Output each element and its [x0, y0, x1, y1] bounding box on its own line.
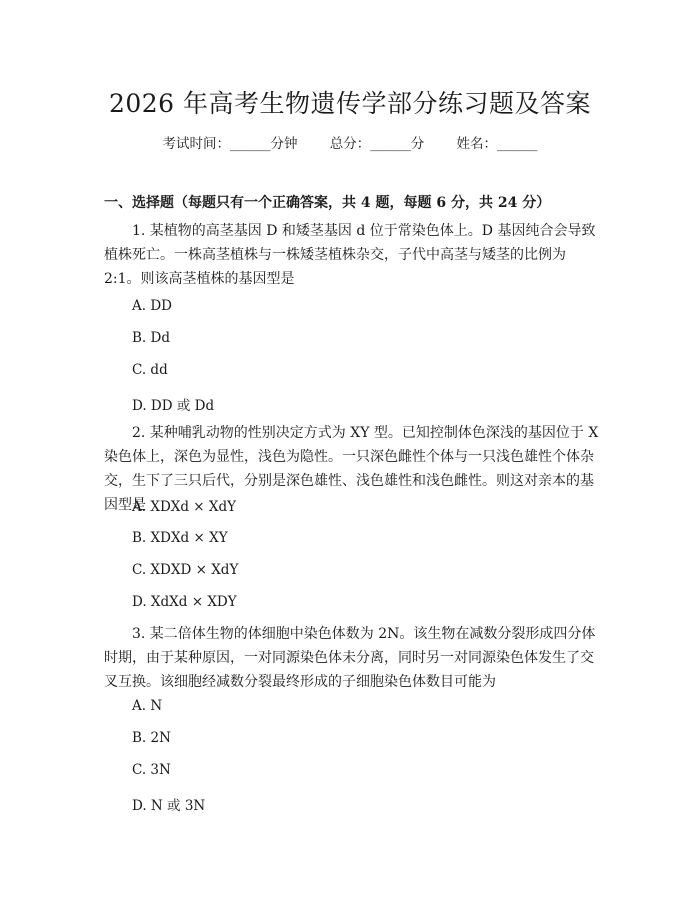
exam-time-field: 考试时间：______分钟 [162, 136, 298, 152]
total-score-field: 总分：______分 [329, 136, 425, 152]
question-3: 3. 某二倍体生物的体细胞中染色体数为 2N。该生物在减数分裂形成四分体时期，由于某种原因，一对同源染色体未分离，同时另一对同源染色体发生了交叉互换。该细胞经减数分裂最终形成的子细胞染色体数目可能为 [104, 626, 596, 690]
question-1-option-d: D. DD 或 Dd [132, 398, 215, 414]
question-1-option-b: B. Dd [132, 330, 170, 346]
section-heading: 一、选择题（每题只有一个正确答案，共 4 题，每题 6 分，共 24 分） [104, 195, 551, 211]
question-2-option-d: D. XdXd × XDY [132, 594, 237, 610]
exam-meta [0, 132, 700, 152]
student-name-field: 姓名：______ [456, 136, 538, 152]
question-3-option-d: D. N 或 3N [132, 798, 206, 814]
question-2: 2. 某种哺乳动物的性别决定方式为 XY 型。已知控制体色深浅的基因位于 X 染色体上，深色为显性，浅色为隐性。一只深色雌性个体与一只浅色雄性个体杂交，生下了三只后代，分别是深色雄性、浅色雄性和浅色雌性。则这对亲本的基因型是 [104, 425, 599, 513]
question-2-option-c: C. XDXD × XdY [132, 562, 239, 578]
question-1-option-c: C. dd [132, 362, 168, 378]
question-2-option-b: B. XDXd × XY [132, 530, 228, 546]
page-title: 2026 年高考生物遗传学部分练习题及答案 [108, 89, 592, 118]
question-1: 1. 某植物的高茎基因 D 和矮茎基因 d 位于常染色体上。D 基因纯合会导致植株死亡。一株高茎植株与一株矮茎植株杂交，子代中高茎与矮茎的比例为 2:1。则该高茎植株的基因型是 [104, 223, 596, 287]
question-1-option-a: A. DD [132, 298, 172, 314]
question-2-option-a: A. XDXd × XdY [132, 499, 237, 515]
question-3-option-c: C. 3N [132, 762, 171, 778]
question-3-option-b: B. 2N [132, 730, 171, 746]
question-3-option-a: A. N [132, 698, 163, 714]
